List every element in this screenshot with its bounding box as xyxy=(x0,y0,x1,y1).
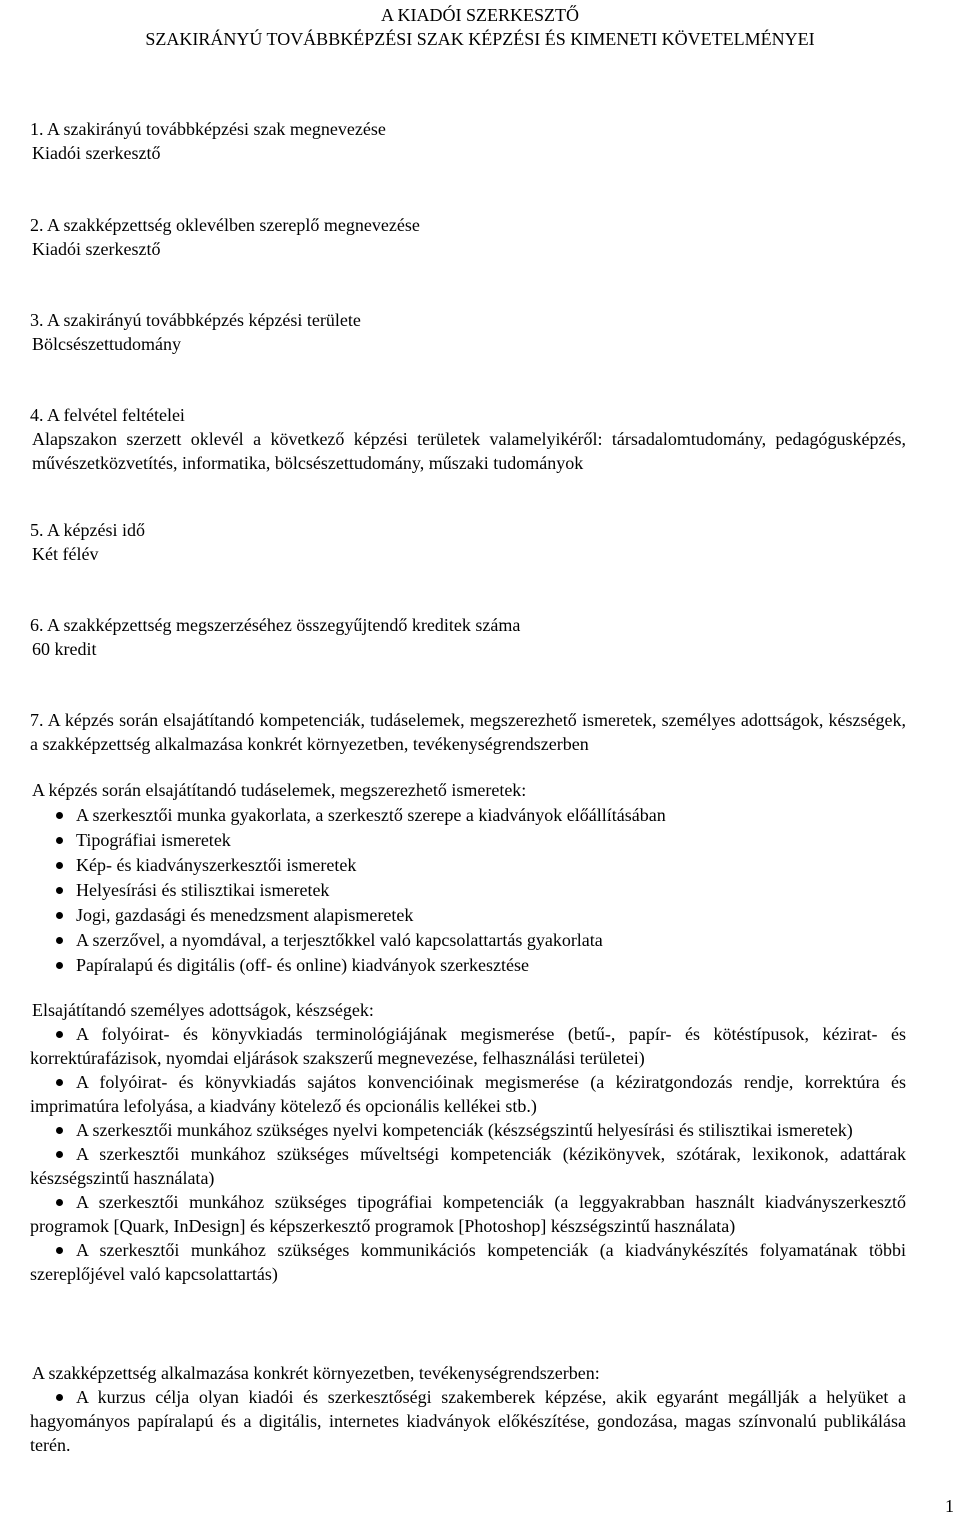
section-heading: 3. A szakirányú továbbképzés képzési területe xyxy=(30,310,361,330)
section-1 xyxy=(30,117,910,165)
list-item: Jogi, gazdasági és menedzsment alapismeretek xyxy=(30,903,906,928)
section-value: Alapszakon szerzett oklevél a következő képzési területek valamelyikéről: társadalomtudomány, pedagógusképzés, művészetközvetítés, informatika, bölcsészettudomány, műszaki tudományok xyxy=(32,429,906,473)
list-item: A szerzővel, a nyomdával, a terjesztőkkel való kapcsolattartás gyakorlata xyxy=(30,928,906,953)
section-heading: 2. A szakképzettség oklevélben szereplő megnevezése xyxy=(30,215,420,235)
bullet-icon xyxy=(56,1394,63,1401)
list-item: A kurzus célja olyan kiadói és szerkesztőségi szakemberek képzése, akik egyaránt megállják a helyüket a hagyományos papíralapú és a digitális, internetes kiadványok előkészítése, gondozása, magas színvonalú publikálása terén. xyxy=(30,1387,906,1455)
bullet-icon xyxy=(56,1127,63,1134)
knowledge-title: A képzés során elsajátítandó tudáselemek, megszerezhető ismeretek: xyxy=(32,780,527,800)
section-3 xyxy=(30,308,910,356)
list-item: A szerkesztői munka gyakorlata, a szerkesztő szerepe a kiadványok előállításában xyxy=(30,803,906,828)
bullet-icon xyxy=(56,812,63,819)
section-value: Bölcsészettudomány xyxy=(32,334,181,354)
title-line-2: SZAKIRÁNYÚ TOVÁBBKÉPZÉSI SZAK KÉPZÉSI ÉS KIMENETI KÖVETELMÉNYEI xyxy=(145,29,815,49)
section-heading: 4. A felvétel feltételei xyxy=(30,405,185,425)
bullet-icon xyxy=(56,862,63,869)
skills-title: Elsajátítandó személyes adottságok, készségek: xyxy=(32,1000,374,1020)
bullet-icon xyxy=(56,1031,63,1038)
section-heading: 1. A szakirányú továbbképzési szak megnevezése xyxy=(30,119,386,139)
section-value: Kiadói szerkesztő xyxy=(32,239,161,259)
skills-list xyxy=(30,1022,906,1286)
bullet-icon xyxy=(56,837,63,844)
list-item: Papíralapú és digitális (off- és online) kiadványok szerkesztése xyxy=(30,953,906,978)
list-item: A szerkesztői munkához szükséges tipográfiai kompetenciák (a leggyakrabban használt kiadványszerkesztő programok [Quark, InDesign] és képszerkesztő programok [Photoshop] készségszintű használata) xyxy=(30,1192,906,1236)
application-list xyxy=(30,1385,906,1457)
list-item: A szerkesztői munkához szükséges kommunikációs kompetenciák (a kiadványkészítés folyamatának többi szereplőjével való kapcsolattartás) xyxy=(30,1240,906,1284)
list-item: Tipográfiai ismeretek xyxy=(30,828,906,853)
page-number: 1 xyxy=(945,1496,954,1516)
bullet-icon xyxy=(56,1151,63,1158)
section-4 xyxy=(30,403,906,475)
knowledge-block xyxy=(30,778,906,978)
application-block xyxy=(30,1361,906,1457)
skills-block xyxy=(30,998,906,1286)
list-item: Helyesírási és stilisztikai ismeretek xyxy=(30,878,906,903)
bullet-icon xyxy=(56,1199,63,1206)
section-value: Kiadói szerkesztő xyxy=(32,143,161,163)
list-item: Kép- és kiadványszerkesztői ismeretek xyxy=(30,853,906,878)
bullet-icon xyxy=(56,887,63,894)
section-6 xyxy=(30,613,910,661)
section-value: 60 kredit xyxy=(32,639,97,659)
section-5 xyxy=(30,518,910,566)
application-title: A szakképzettség alkalmazása konkrét környezetben, tevékenységrendszerben: xyxy=(32,1363,600,1383)
list-item: A szerkesztői munkához szükséges műveltségi kompetenciák (kézikönyvek, szótárak, lexikonok, adattárak készségszintű használata) xyxy=(30,1144,906,1188)
title-line-1: A KIADÓI SZERKESZTŐ xyxy=(381,5,579,25)
list-item: A folyóirat- és könyvkiadás sajátos konvencióinak megismerése (a kéziratgondozás rendje, korrektúra és imprimatúra lefolyása, a kiadvány kötelező és opcionális kellékei stb.) xyxy=(30,1072,906,1116)
section-7-heading: 7. A képzés során elsajátítandó kompetenciák, tudáselemek, megszerezhető ismeretek, személyes adottságok, készségek, a szakképzettség alkalmazása konkrét környezetben, tevékenységrendszerben xyxy=(30,710,906,754)
bullet-icon xyxy=(56,962,63,969)
knowledge-list xyxy=(30,803,906,978)
section-heading: 6. A szakképzettség megszerzéséhez összegyűjtendő kreditek száma xyxy=(30,615,521,635)
list-item: A szerkesztői munkához szükséges nyelvi kompetenciák (készségszintű helyesírási és stilisztikai ismeretek) xyxy=(30,1118,906,1142)
bullet-icon xyxy=(56,937,63,944)
section-2 xyxy=(30,213,910,261)
section-value: Két félév xyxy=(32,544,99,564)
bullet-icon xyxy=(56,1247,63,1254)
document-title xyxy=(0,3,960,51)
list-item: A folyóirat- és könyvkiadás terminológiájának megismerése (betű-, papír- és kötéstípusok, kézirat- és korrektúrafázisok, nyomdai eljárások szakszerű megnevezése, felhasználási területei) xyxy=(30,1024,906,1068)
section-heading: 5. A képzési idő xyxy=(30,520,145,540)
bullet-icon xyxy=(56,912,63,919)
bullet-icon xyxy=(56,1079,63,1086)
